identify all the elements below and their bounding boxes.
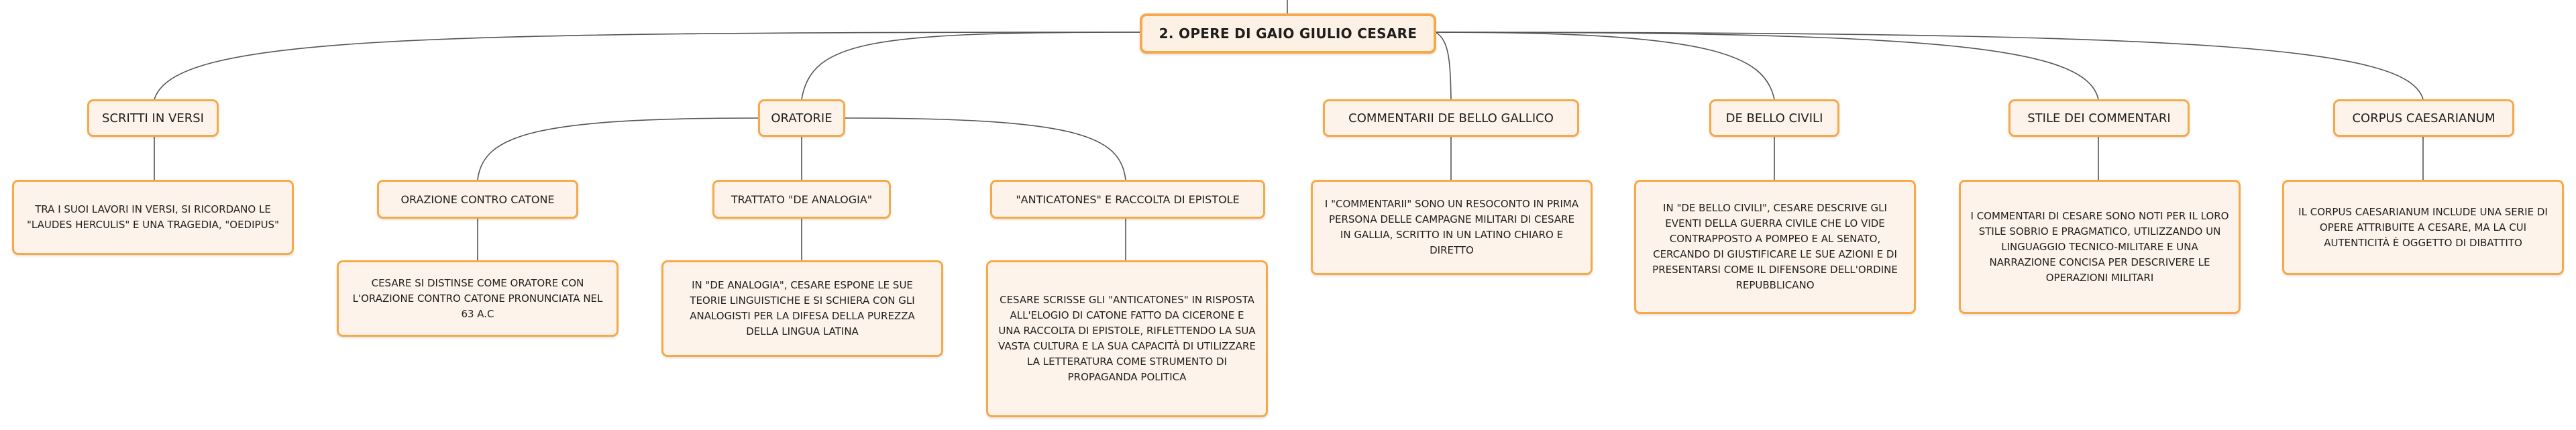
detail-de-analogia[interactable] — [661, 260, 943, 357]
topic-stile-dei-commentari[interactable] — [2008, 99, 2190, 137]
topic-oratorie[interactable] — [758, 99, 845, 137]
topic-corpus-caesarianum[interactable] — [2333, 99, 2514, 137]
subtopic-de-analogia[interactable] — [712, 180, 891, 219]
detail-text: IN "DE BELLO CIVILI", CESARE DESCRIVE GLI EVENTI DELLA GUERRA CIVILE CHE LO VIDE CONTRAPPOSTO A POMPEO E AL SENATO, CERCANDO DI GIUSTIFICARE LE SUE AZIONI E DI PRESENTARSI COME IL DIFENSORE DELL'ORDINE REPUBBLICANO — [1652, 202, 1898, 291]
root-label: 2. OPERE DI GAIO GIULIO CESARE — [1159, 25, 1417, 42]
topic-label: CORPUS CAESARIANUM — [2352, 111, 2496, 125]
detail-corpus-caesarianum[interactable] — [2282, 180, 2564, 275]
topic-label: ORATORIE — [771, 111, 833, 125]
detail-text: IL CORPUS CAESARIANUM INCLUDE UNA SERIE DI OPERE ATTRIBUITE A CESARE, MA LA CUI AUTENTICITÀ È OGGETTO DI DIBATTITO — [2298, 205, 2548, 249]
detail-orazione-contro-catone[interactable] — [337, 260, 619, 337]
topic-label: STILE DEI COMMENTARI — [2027, 111, 2171, 125]
detail-text: I "COMMENTARII" SONO UN RESOCONTO IN PRIMA PERSONA DELLE CAMPAGNE MILITARI DI CESARE IN GALLIA, SCRITTO IN UN LATINO CHIARO E DIRETTO — [1324, 198, 1579, 256]
detail-scritti-in-versi[interactable] — [12, 180, 294, 255]
topic-scritti-in-versi[interactable] — [87, 99, 219, 137]
detail-text: I COMMENTARI DI CESARE SONO NOTI PER IL LORO STILE SOBRIO E PRAGMATICO, UTILIZZANDO UN LINGUAGGIO TECNICO-MILITARE E UNA NARRAZIONE CONCISA PER DESCRIVERE LE OPERAZIONI MILITARI — [1970, 209, 2229, 284]
detail-de-bello-civili[interactable] — [1634, 180, 1916, 314]
topic-de-bello-gallico[interactable] — [1323, 99, 1579, 137]
detail-anticatones[interactable] — [986, 260, 1268, 417]
detail-text: CESARE SI DISTINSE COME ORATORE CON L'ORAZIONE CONTRO CATONE PRONUNCIATA NEL 63 A.C — [352, 276, 603, 320]
subtopic-label: ORAZIONE CONTRO CATONE — [400, 193, 555, 206]
root-node[interactable] — [1140, 13, 1436, 54]
detail-de-bello-gallico[interactable] — [1311, 180, 1593, 275]
detail-text: CESARE SCRISSE GLI "ANTICATONES" IN RISPOSTA ALL'ELOGIO DI CATONE FATTO DA CICERONE E UNA RACCOLTA DI EPISTOLE, RIFLETTENDO LA SUA VASTA CULTURA E LA SUA CAPACITÀ DI UTILIZZARE LA LETTERATURA COME STRUMENTO DI PROPAGANDA POLITICA — [998, 294, 1256, 383]
detail-text: IN "DE ANALOGIA", CESARE ESPONE LE SUE TEORIE LINGUISTICHE E SI SCHIERA CON GLI ANALOGISTI PER LA DIFESA DELLA PUREZZA DELLA LINGUA LATINA — [690, 279, 915, 337]
topic-label: SCRITTI IN VERSI — [102, 111, 204, 125]
detail-stile-dei-commentari[interactable] — [1959, 180, 2241, 314]
detail-text: TRA I SUOI LAVORI IN VERSI, SI RICORDANO LE "LAUDES HERCULIS" E UNA TRAGEDIA, "OEDIPUS" — [27, 203, 279, 231]
topic-de-bello-civili[interactable] — [1709, 99, 1839, 137]
topic-label: DE BELLO CIVILI — [1725, 111, 1823, 125]
subtopic-label: TRATTATO "DE ANALOGIA" — [731, 193, 873, 206]
subtopic-label: "ANTICATONES" E RACCOLTA DI EPISTOLE — [1016, 193, 1240, 206]
subtopic-orazione-contro-catone[interactable] — [377, 180, 578, 219]
subtopic-anticatones[interactable] — [990, 180, 1265, 219]
topic-label: COMMENTARII DE BELLO GALLICO — [1348, 111, 1554, 125]
